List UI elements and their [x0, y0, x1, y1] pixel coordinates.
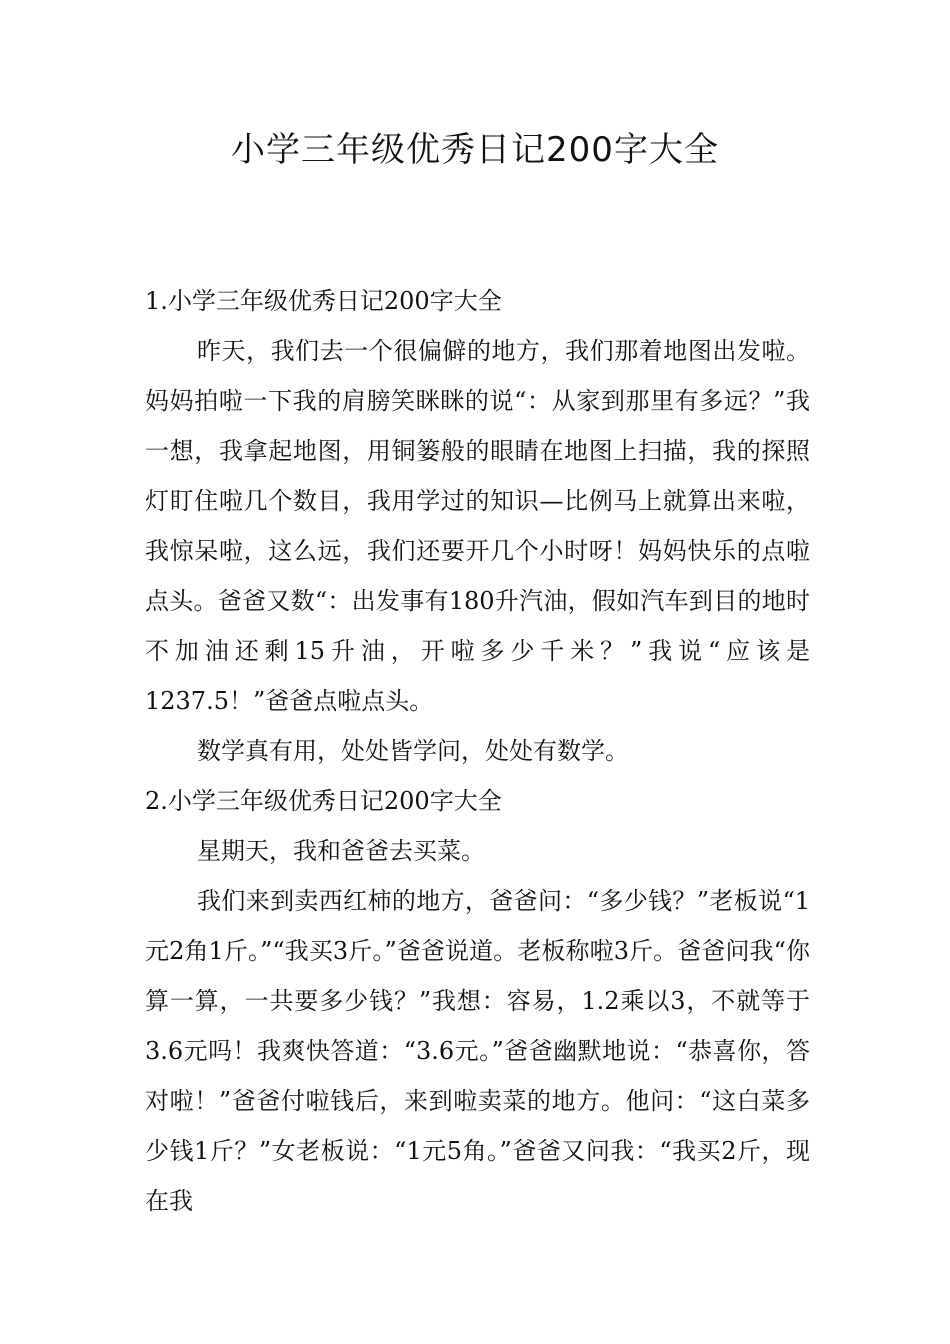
document-body: [145, 276, 810, 1226]
section-heading: 1.小学三年级优秀日记200字大全: [145, 287, 502, 315]
body-paragraph: 我们来到卖西红柿的地方，爸爸问：“多少钱？”老板说“1元2角1斤。”“我买3斤。”爸爸说道。老板称啦3斤。爸爸问我“你算一算，一共要多少钱？”我想：容易，1.2乘以3，不就等于3.6元吗！我爽快答道：“3.6元。”爸爸幽默地说：“恭喜你，答对啦！”爸爸付啦钱后，来到啦卖菜的地方。他问：“这白菜多少钱1斤？”女老板说：“1元5角。”爸爸又问我：“我买2斤，现在我: [145, 887, 810, 1215]
body-paragraph: 数学真有用，处处皆学问，处处有数学。: [197, 737, 629, 765]
section-heading: 2.小学三年级优秀日记200字大全: [145, 787, 502, 815]
body-paragraph: 昨天，我们去一个很偏僻的地方，我们那着地图出发啦。妈妈拍啦一下我的肩膀笑眯眯的说“：从家到那里有多远？”我一想，我拿起地图，用铜篓般的眼睛在地图上扫描，我的探照灯盯住啦几个数目，我用学过的知识—比例马上就算出来啦，我惊呆啦，这么远，我们还要开几个小时呀！妈妈快乐的点啦点头。爸爸又数“：出发事有180升汽油，假如汽车到目的地时不加油还剩15升油，开啦多少千米？”我说“应该是1237.5！”爸爸点啦点头。: [145, 337, 810, 715]
body-paragraph: 星期天，我和爸爸去买菜。: [197, 837, 485, 865]
document-title: 小学三年级优秀日记200字大全: [231, 130, 719, 170]
